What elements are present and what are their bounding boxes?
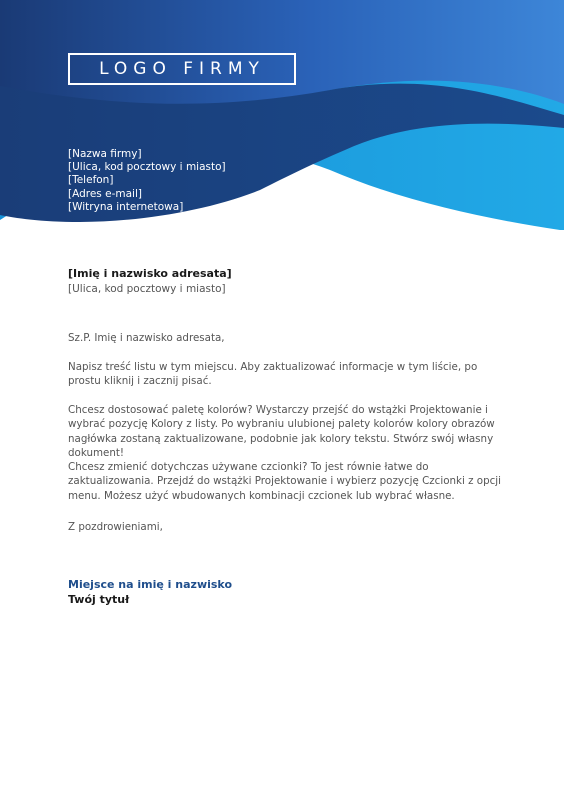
logo-text: LOGO FIRMY: [99, 59, 265, 79]
salutation[interactable]: Sz.P. Imię i nazwisko adresata,: [68, 332, 225, 344]
company-address[interactable]: [Ulica, kod pocztowy i miasto]: [68, 161, 226, 174]
body-paragraph[interactable]: Napisz treść listu w tym miejscu. Aby zaktualizować informacje w tym liście, po prostu kliknij i zacznij pisać.: [68, 361, 478, 388]
recipient-address[interactable]: [Ulica, kod pocztowy i miasto]: [68, 283, 226, 295]
company-email[interactable]: [Adres e-mail]: [68, 187, 142, 200]
body-paragraph[interactable]: Chcesz zmienić dotychczas używane czcionki? To jest równie łatwe do zaktualizowania. Przejdź do wstążki Projektowanie i wybierz pozycję Czcionki z opcji menu. Możesz użyć wbudowanych kombinacji czcionek lub wybrać własne.: [68, 461, 502, 502]
recipient-name[interactable]: [Imię i nazwisko adresata]: [68, 267, 232, 280]
closing[interactable]: Z pozdrowieniami,: [68, 521, 163, 533]
company-name[interactable]: [Nazwa firmy]: [68, 148, 142, 160]
signature-name[interactable]: Miejsce na imię i nazwisko: [68, 578, 232, 591]
body-paragraph[interactable]: Chcesz dostosować paletę kolorów? Wystarczy przejść do wstążki Projektowanie i wybrać pozycję Kolory z listy. Po wybraniu ulubionej palety kolorów kolory obrazów nagłówka zostaną zaktualizowane, podobnie jak kolory tekstu. Stwórz swój własny dokument!: [68, 404, 495, 460]
company-logo[interactable]: [68, 53, 296, 85]
company-info-block: [68, 148, 226, 214]
company-website[interactable]: [Witryna internetowa]: [68, 200, 184, 213]
company-phone[interactable]: [Telefon]: [68, 174, 114, 187]
signature-title[interactable]: Twój tytuł: [68, 593, 130, 606]
